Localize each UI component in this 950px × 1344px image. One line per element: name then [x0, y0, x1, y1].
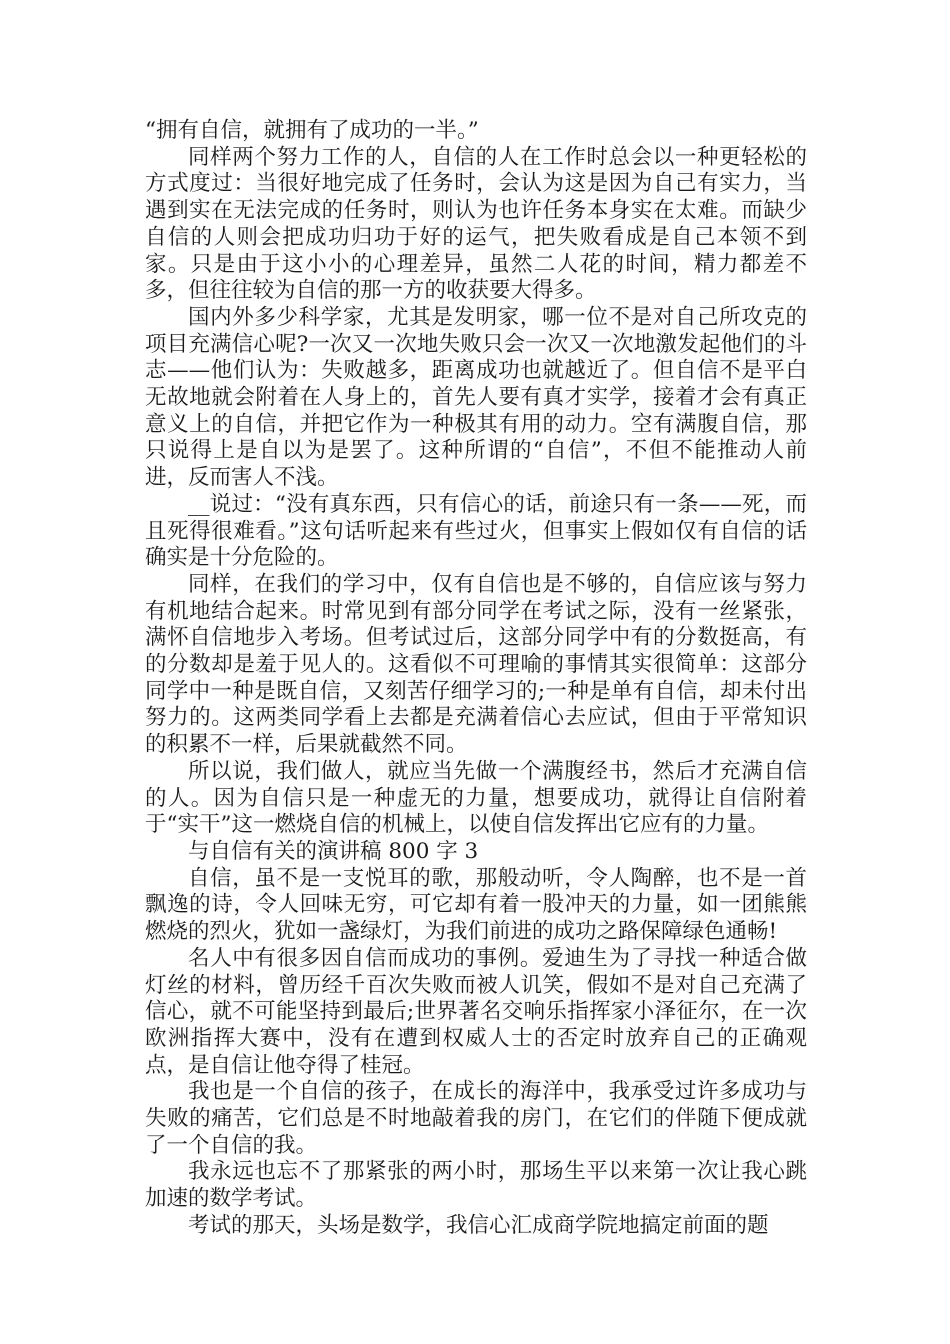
- paragraph-quote: “拥有自信，就拥有了成功的一半。”: [145, 118, 479, 143]
- paragraph: 考试的那天，头场是数学，我信心汇成商学院地搞定前面的题: [188, 1212, 769, 1238]
- paragraph: 自信，虽不是一支悦耳的歌，那般动听，令人陶醉，也不是一首飘逸的诗，令人回味无穷，可它却有着一股冲天的力量，如一团熊熊燃烧的烈火，犹如一盏绿灯，为我们前进的成功之路保障绿色通畅!: [145, 865, 807, 945]
- paragraph: 同样，在我们的学习中，仅有自信也是不够的，自信应该与努力有机地结合起来。时常见到有部分同学在考试之际，没有一丝紧张，满怀自信地步入考场。但考试过后，这部分同学中有的分数挺高，有的分数却是羞于见人的。这看似不可理喻的事情其实很简单：这部分同学中一种是既自信，又刻苦仔细学习的;一种是单有自信，却未付出努力的。这两类同学看上去都是充满着信心去应试，但由于平常知识的积累不一样，后果就截然不同。: [145, 571, 807, 758]
- paragraph: 国内外多少科学家，尤其是发明家，哪一位不是对自己所攻克的项目充满信心呢?一次又一次地失败只会一次又一次地激发起他们的斗志——他们认为：失败越多，距离成功也就越近了。但自信不是平白无故地就会附着在人身上的，首先人要有真才实学，接着才会有真正意义上的自信，并把它作为一种极其有用的动力。空有满腹自信，那只说得上是自以为是罢了。这种所谓的“自信”，不但不能推动人前进，反而害人不浅。: [145, 304, 807, 491]
- paragraph: __说过：“没有真东西，只有信心的话，前途只有一条——死，而且死得很难看。”这句话听起来有些过火，但事实上假如仅有自信的话确实是十分危险的。: [145, 491, 807, 571]
- paragraph: 名人中有很多因自信而成功的事例。爱迪生为了寻找一种适合做灯丝的材料，曾历经千百次失败而被人讥笑，假如不是对自己充满了信心，就不可能坚持到最后;世界著名交响乐指挥家小泽征尔，在一次欧洲指挥大赛中，没有在遭到权威人士的否定时放弃自己的正确观点，是自信让他夺得了桂冠。: [145, 945, 807, 1078]
- document-page: [145, 118, 807, 1240]
- section-title: 与自信有关的演讲稿 800 字 3: [188, 838, 479, 864]
- paragraph: 我也是一个自信的孩子，在成长的海洋中，我承受过许多成功与失败的痛苦，它们总是不时地敲着我的房门，在它们的伴随下便成就了一个自信的我。: [145, 1079, 807, 1158]
- paragraph: 所以说，我们做人，就应当先做一个满腹经书，然后才充满自信的人。因为自信只是一种虚无的力量，想要成功，就得让自信附着于“实干”这一燃烧自信的机械上，以使自信发挥出它应有的力量。: [145, 758, 807, 838]
- paragraph: 我永远也忘不了那紧张的两小时，那场生平以来第一次让我心跳加速的数学考试。: [145, 1159, 807, 1212]
- paragraph: 同样两个努力工作的人，自信的人在工作时总会以一种更轻松的方式度过：当很好地完成了任务时，会认为这是因为自己有实力，当遇到实在无法完成的任务时，则认为也许任务本身实在太难。而缺少自信的人则会把成功归功于好的运气，把失败看成是自己本领不到家。只是由于这小小的心理差异，虽然二人花的时间，精力都差不多，但往往较为自信的那一方的收获要大得多。: [145, 144, 807, 304]
